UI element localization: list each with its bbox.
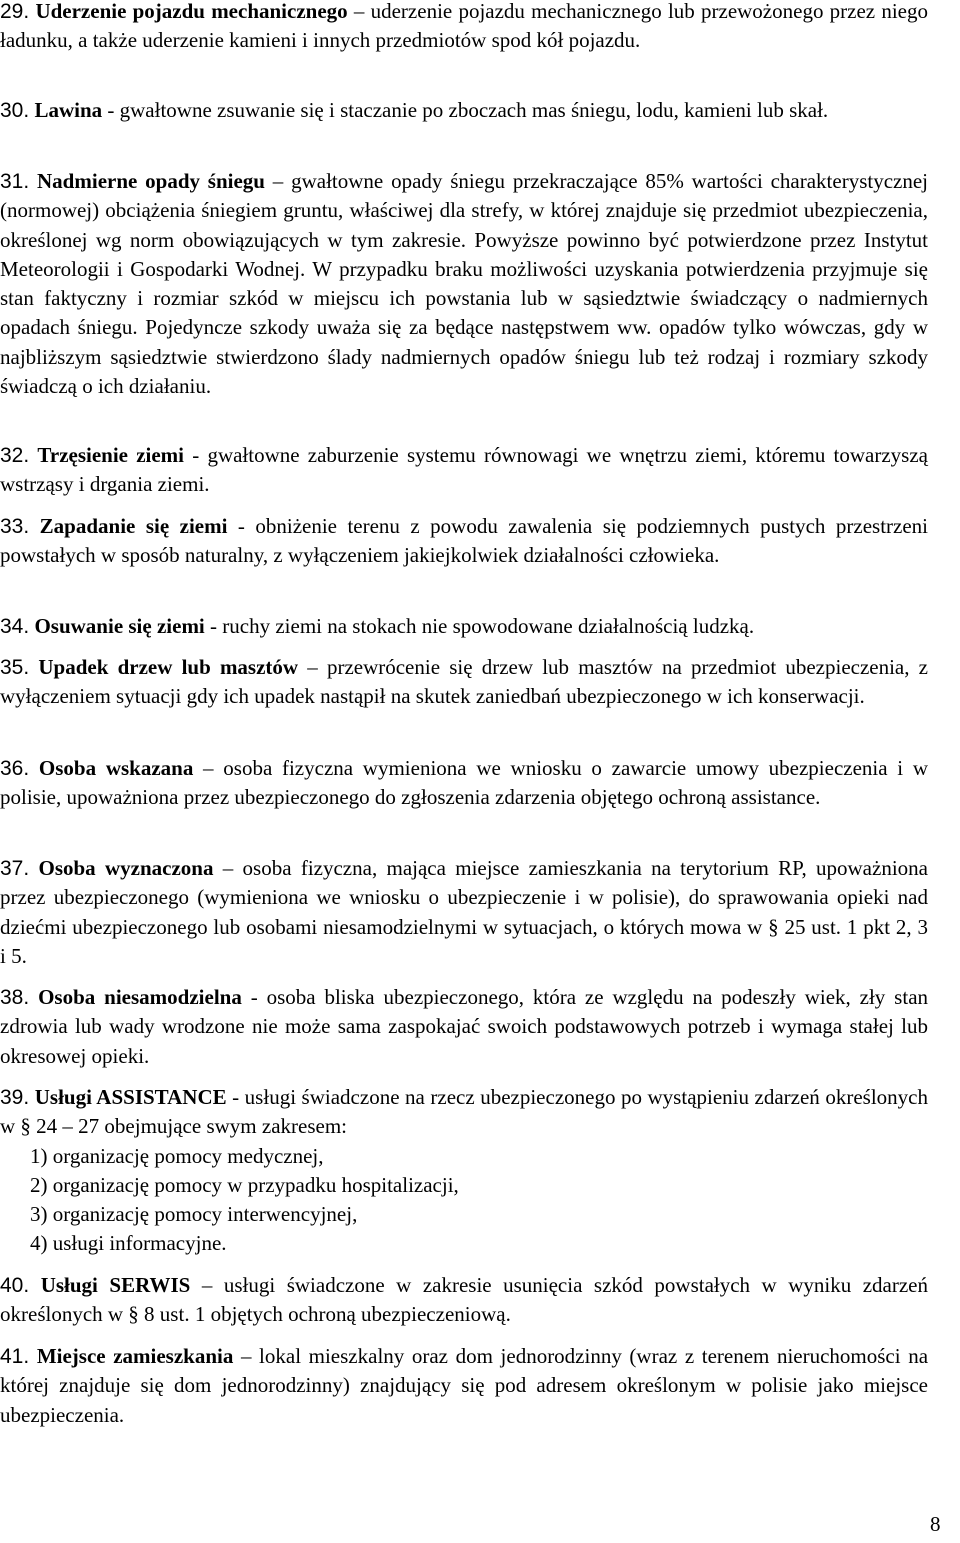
item-term: Osuwanie się ziemi bbox=[34, 614, 205, 638]
list-item: 3) organizację pomocy interwencyjnej, bbox=[30, 1202, 358, 1227]
definition-35 bbox=[0, 653, 928, 712]
page-number: 8 bbox=[930, 1512, 941, 1536]
item-text: - gwałtowne zsuwanie się i staczanie po zboczach mas śniegu, lodu, kamieni lub skał. bbox=[102, 98, 829, 122]
item-number: 39. bbox=[0, 1086, 30, 1109]
item-term: Osoba niesamodzielna bbox=[38, 985, 242, 1009]
item-term: Osoba wyznaczona bbox=[38, 856, 214, 880]
item-text: – przewrócenie się drzew lub masztów na przedmiot ubezpieczenia, z wyłączeniem sytuacji gdy ich upadek nastąpił na skutek zaniedbań ubezpieczonego w ich konserwacji. bbox=[0, 655, 929, 709]
definition-40 bbox=[0, 1271, 928, 1330]
definition-39 bbox=[0, 1083, 928, 1259]
definition-31 bbox=[0, 167, 928, 401]
item-term: Usługi SERWIS bbox=[40, 1273, 191, 1297]
list-item: 4) usługi informacyjne. bbox=[30, 1231, 227, 1256]
item-term: Miejsce zamieszkania bbox=[36, 1344, 234, 1368]
definition-34 bbox=[0, 612, 928, 641]
item-term: Zapadanie się ziemi bbox=[39, 514, 228, 538]
item-number: 33. bbox=[0, 515, 30, 538]
item-text: – osoba fizyczna wymieniona we wniosku o zawarcie umowy ubezpieczenia i w polisie, upoważniona przez ubezpieczonego do zgłoszenia zdarzenia objętego ochroną assistance. bbox=[0, 756, 929, 810]
item-number: 31. bbox=[0, 170, 30, 193]
item-term: Usługi ASSISTANCE bbox=[34, 1085, 227, 1109]
item-number: 37. bbox=[0, 857, 30, 880]
definition-38 bbox=[0, 983, 928, 1071]
item-text: – usługi świadczone w zakresie usunięcia szkód powstałych w wyniku zdarzeń określonych w § 8 ust. 1 objętych ochroną ubezpieczeniową. bbox=[0, 1273, 928, 1327]
item-text: – gwałtowne opady śniegu przekraczające 85% wartości charakterystycznej (normowej) obciążenia śniegiem gruntu, właściwej dla strefy, w której znajduje się przedmiot ubezpieczenia, określonej wg norm obowiązujących w tym zakresie. Powyższe powinno być potwierdzone przez Instytut Meteorologii i Gospodarki Wodnej. W przypadku braku możliwości uzyskania potwierdzenia przyjmuje się stan faktyczny i rozmiar szkód w miejscu ich powstania lub w sąsiedztwie świadczący o nadmiernych opadach śniegu. Pojedyncze szkody uważa się za będące następstwem ww. opadów tylko wówczas, gdy w najbliższym sąsiedztwie stwierdzono ślady nadmiernych opadów śniegu lub też rodzaj i rozmiary szkody świadczą o ich działaniu. bbox=[0, 169, 929, 399]
item-number: 35. bbox=[0, 656, 30, 679]
list-item: 2) organizację pomocy w przypadku hospitalizacji, bbox=[30, 1172, 459, 1197]
item-number: 29. bbox=[0, 0, 30, 23]
definition-41 bbox=[0, 1342, 928, 1430]
definition-36 bbox=[0, 754, 928, 813]
item-term: Osoba wskazana bbox=[38, 756, 194, 780]
item-text: - osoba bliska ubezpieczonego, która ze względu na podeszły wiek, zły stan zdrowia lub wady wrodzone nie może sama zaspokajać swoich podstawowych potrzeb i wymaga stałej lub okresowej opieki. bbox=[0, 985, 929, 1068]
item-term: Lawina bbox=[34, 98, 103, 122]
item-term: Nadmierne opady śniegu bbox=[37, 169, 265, 193]
definition-29 bbox=[0, 0, 928, 56]
definition-30 bbox=[0, 96, 928, 125]
item-number: 34. bbox=[0, 615, 30, 638]
item-text: - obniżenie terenu z powodu zawalenia się podziemnych pustych przestrzeni powstałych w sposób naturalny, z wyłączeniem jakiejkolwiek działalności człowieka. bbox=[0, 514, 928, 568]
item-text: - gwałtowne zaburzenie systemu równowagi we wnętrzu ziemi, któremu towarzyszą wstrząsy i drgania ziemi. bbox=[0, 443, 928, 497]
item-number: 36. bbox=[0, 757, 30, 780]
definition-37 bbox=[0, 854, 928, 971]
list-item: 1) organizację pomocy medycznej, bbox=[30, 1143, 324, 1168]
item-number: 40. bbox=[0, 1274, 30, 1297]
item-term: Trzęsienie ziemi bbox=[37, 443, 185, 467]
definition-33 bbox=[0, 512, 928, 571]
item-term: Uderzenie pojazdu mechanicznego bbox=[35, 0, 348, 23]
item-text: – lokal mieszkalny oraz dom jednorodzinny (wraz z terenem nieruchomości na której znajduje się dom jednorodzinny) znajdujący się pod adresem określonym w polisie jako miejsce ubezpieczenia. bbox=[0, 1344, 929, 1427]
definition-32 bbox=[0, 441, 928, 500]
item-number: 41. bbox=[0, 1345, 30, 1368]
item-text: - ruchy ziemi na stokach nie spowodowane działalnością ludzką. bbox=[204, 614, 755, 638]
item-text: – uderzenie pojazdu mechanicznego lub przewożonego przez niego ładunku, a także uderzenie kamieni i innych przedmiotów spod kół pojazdu. bbox=[0, 0, 929, 53]
item-text: – osoba fizyczna, mająca miejsce zamieszkania na terytorium RP, upoważniona przez ubezpieczonego (wymieniona we wniosku o ubezpieczenie i w polisie), do sprawowania opieki nad dziećmi ubezpieczonego lub osobami niesamodzielnymi w sytuacjach, o których mowa w § 25 ust. 1 pkt 2, 3 i 5. bbox=[0, 856, 928, 968]
item-term: Upadek drzew lub masztów bbox=[38, 655, 299, 679]
item-text: - usługi świadczone na rzecz ubezpieczonego po wystąpieniu zdarzeń określonych w § 24 – 27 obejmujące swym zakresem: bbox=[0, 1085, 928, 1139]
item-number: 38. bbox=[0, 986, 30, 1009]
item-number: 30. bbox=[0, 99, 30, 122]
item-number: 32. bbox=[0, 444, 30, 467]
